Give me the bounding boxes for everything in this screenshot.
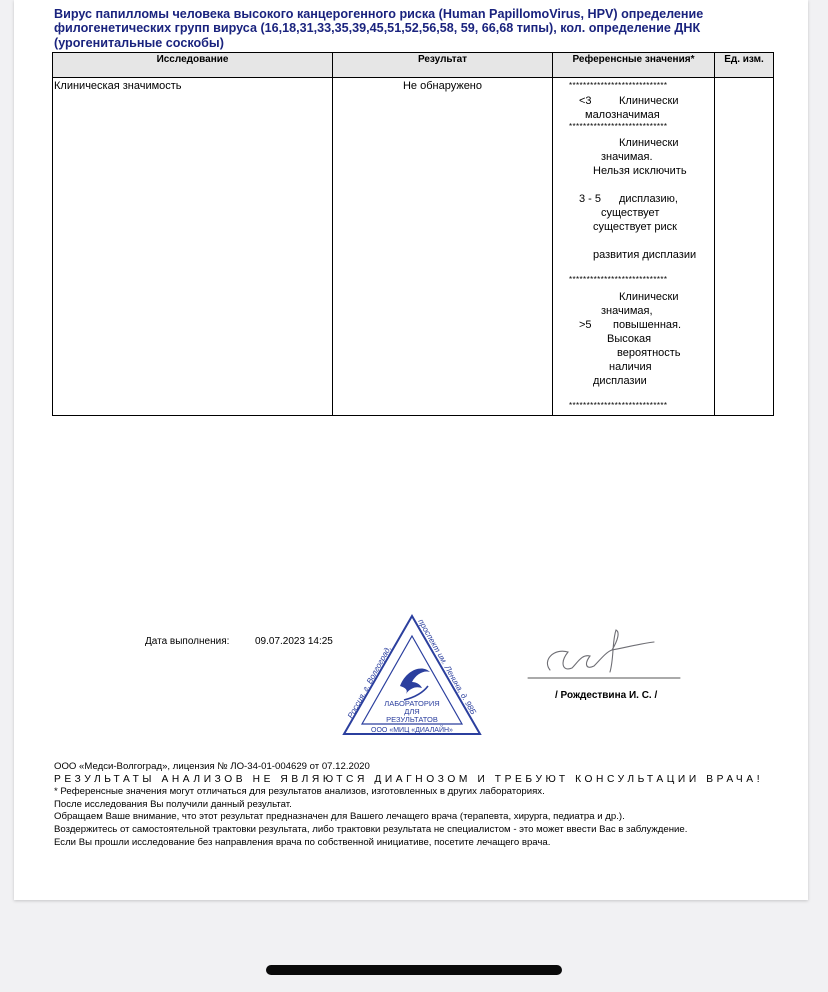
test-name: Клиническая значимость <box>54 80 182 92</box>
ref-text: Клинически <box>619 137 679 149</box>
stamp-center-line: ЛАБОРАТОРИЯ <box>384 699 440 708</box>
title-line: Вирус папилломы человека высокого канцерогенного риска (Human PapillomoVirus, HPV) определение <box>54 7 704 21</box>
ref-range-high: >5 <box>579 319 592 331</box>
home-indicator-bar[interactable] <box>266 965 562 975</box>
separator-stars: **************************** <box>569 275 668 284</box>
ref-text: дисплазии <box>593 375 647 387</box>
ref-text: повышенная. <box>613 319 682 331</box>
ref-range-low: <3 <box>579 95 592 107</box>
stamp-center-line: ДЛЯ <box>404 707 420 716</box>
ref-text: дисплазию, <box>619 193 678 205</box>
ref-text: существует риск <box>593 221 677 233</box>
stamp-ring-left: Россия, г. Волгоград, <box>345 644 393 720</box>
execution-date-label: Дата выполнения: <box>145 636 230 647</box>
cell-result <box>333 78 553 416</box>
ref-text: значимая, <box>601 305 653 317</box>
document-page <box>14 0 808 900</box>
separator-stars: **************************** <box>569 81 668 90</box>
ref-text: значимая. <box>601 151 653 163</box>
footer-notes <box>54 761 794 849</box>
document-title <box>54 7 784 50</box>
table-row <box>53 78 774 416</box>
header-units: Ед. изм. <box>715 53 774 78</box>
title-line: филогенетических групп вируса (16,18,31,33,35,39,45,51,52,56,58, 59, 66,68 типы), кол. определение ДНК <box>54 21 701 36</box>
header-test: Исследование <box>53 53 333 78</box>
cell-reference <box>553 78 715 416</box>
result-value: Не обнаружено <box>402 80 482 92</box>
ref-text: Клинически <box>619 95 679 107</box>
separator-stars: **************************** <box>569 122 668 131</box>
table-header-row <box>53 53 774 78</box>
footer-license: ООО «Медси-Волгоград», лицензия № ЛО-34-01-004629 от 07.12.2020 <box>54 761 370 772</box>
footer-note: Если Вы прошли исследование без направления врача по собственной инициативе, посетите лечащего врача. <box>54 836 551 848</box>
reference-values <box>553 78 714 415</box>
laboratory-stamp <box>342 612 482 748</box>
signature-image <box>520 622 690 686</box>
footer-note: Воздержитесь от самостоятельной трактовки результата, либо трактовки результата не специалистом - это может ввести Вас в заблуждение. <box>54 823 688 835</box>
ref-text: наличия <box>609 361 652 373</box>
header-reference: Референсные значения* <box>553 53 715 78</box>
results-table <box>52 52 774 416</box>
ref-text: вероятность <box>617 347 681 359</box>
execution-date-value: 09.07.2023 14:25 <box>255 636 333 647</box>
stamp-ring-right: проспект им. Ленина, д. 98Б <box>416 617 478 717</box>
cell-units <box>715 78 774 416</box>
footer-warning: РЕЗУЛЬТАТЫ АНАЛИЗОВ НЕ ЯВЛЯЮТСЯ ДИАГНОЗОМ И ТРЕБУЮТ КОНСУЛЬТАЦИИ ВРАЧА! <box>54 773 764 785</box>
ref-text: существует <box>601 207 660 219</box>
ref-text: развития дисплазии <box>593 249 697 261</box>
footer-note: * Референсные значения могут отличаться для результатов анализов, изготовленных в других лабораториях. <box>54 786 545 798</box>
ref-text: Клинически <box>619 291 679 303</box>
footer-note: Обращаем Ваше внимание, что этот результат предназначен для Вашего лечащего врача (терапевта, хирурга, педиатра и др.). <box>54 811 625 823</box>
stamp-bottom-line: ООО «МИЦ «ДИАЛАЙН» <box>371 727 453 734</box>
separator-stars: **************************** <box>569 401 668 410</box>
title-line: (урогенитальные соскобы) <box>54 35 224 50</box>
ref-text: Нельзя исключить <box>593 165 687 177</box>
stamp-center-line: РЕЗУЛЬТАТОВ <box>386 715 438 724</box>
ref-text: малозначимая <box>585 109 660 121</box>
ref-text: Высокая <box>607 333 652 345</box>
footer-note: После исследования Вы получили данный результат. <box>54 798 292 810</box>
header-result: Результат <box>333 53 553 78</box>
dolphin-icon <box>400 668 430 700</box>
ref-range-mid: 3 - 5 <box>579 193 602 205</box>
signer-name: / Рождествина И. С. / <box>555 690 658 701</box>
cell-test-name <box>53 78 333 416</box>
